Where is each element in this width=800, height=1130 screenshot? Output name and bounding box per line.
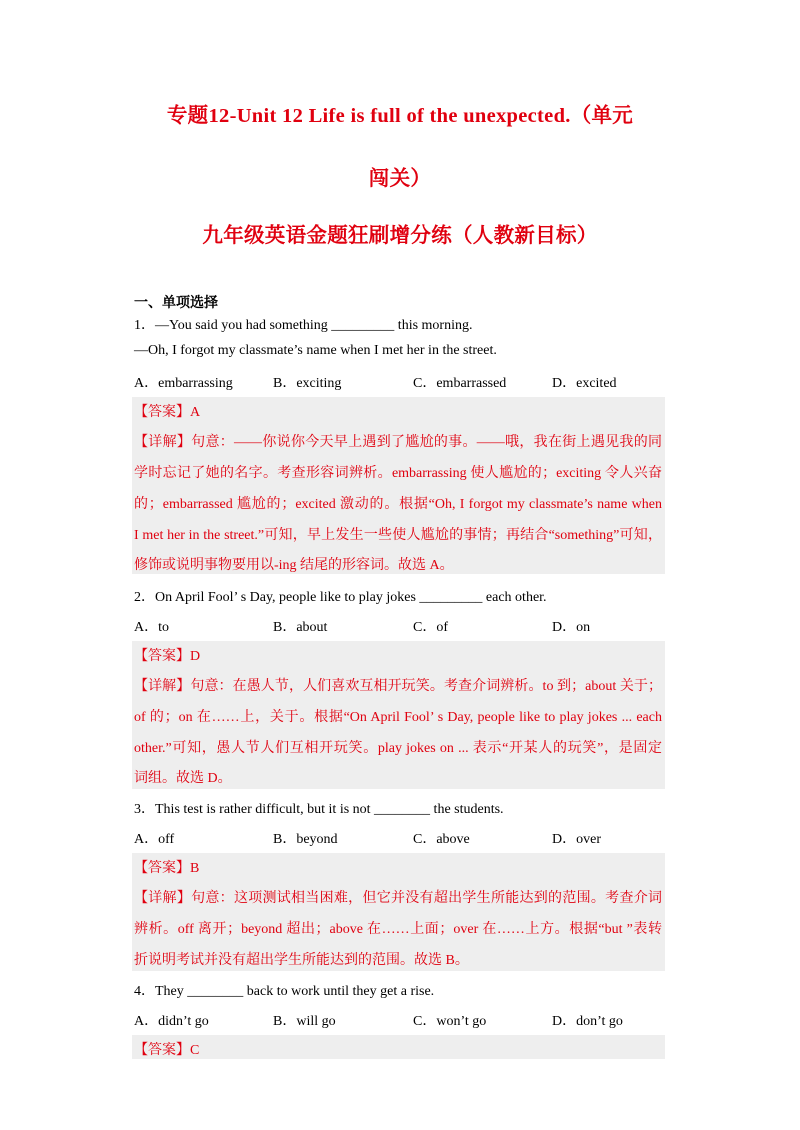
- answer-box: [132, 1035, 665, 1059]
- explanation-line: 【详解】句意：这项测试相当困难，但它并没有超出学生所能达到的范围。考查介词: [134, 891, 662, 906]
- answer-box: [132, 641, 665, 789]
- explanation-line: 词组。故选 D。: [134, 771, 232, 786]
- option-c: C．of: [413, 620, 448, 635]
- explanation-line: other.”可知，愚人节人们互相开玩笑。play jokes on ... 表示“开某人的玩笑”，是固定: [134, 741, 662, 756]
- explanation-line: 【详解】句意：——你说你今天早上遇到了尴尬的事。——哦，我在街上遇见我的同: [134, 435, 662, 450]
- answer-label: 【答案】C: [134, 1043, 200, 1058]
- explanation-line: 修饰或说明事物要用以-ing 结尾的形容词。故选 A。: [134, 558, 454, 573]
- answer-box: [132, 853, 665, 971]
- option-c: C．above: [413, 832, 470, 847]
- option-b: B．exciting: [273, 376, 342, 391]
- option-c: C．embarrassed: [413, 376, 507, 391]
- option-d: D．don’t go: [552, 1014, 623, 1029]
- subtitle: 九年级英语金题狂刷增分练（人教新目标）: [202, 225, 598, 247]
- option-d: D．on: [552, 620, 591, 635]
- option-a: A．off: [134, 832, 175, 847]
- answer-label: 【答案】D: [134, 649, 201, 664]
- question-text: 4．They ________ back to work until they get a rise.: [134, 984, 435, 999]
- explanation-line: 的；embarrassed 尴尬的；excited 激动的。根据“Oh, I forgot my classmate’s name when: [134, 497, 662, 512]
- answer-box: [132, 397, 665, 574]
- option-a: A．didn’t go: [134, 1014, 209, 1029]
- explanation-line: 学时忘记了她的名字。考查形容词辨析。embarrassing 使人尴尬的；exciting 令人兴奋: [134, 466, 662, 481]
- option-b: B．beyond: [273, 832, 338, 847]
- title-line-2: 闯关）: [368, 168, 432, 190]
- section-heading: 一、单项选择: [134, 295, 218, 311]
- option-c: C．won’t go: [413, 1014, 487, 1029]
- answer-label: 【答案】B: [134, 861, 200, 876]
- explanation-line: 【详解】句意：在愚人节，人们喜欢互相开玩笑。考查介词辨析。to 到；about 关于；: [134, 679, 662, 694]
- option-d: D．excited: [552, 376, 617, 391]
- option-d: D．over: [552, 832, 601, 847]
- explanation-line: 辨析。off 离开；beyond 超出；above 在……上面；over 在……上方。根据“but ”表转: [134, 922, 662, 937]
- question-text: 1．—You said you had something _________ this morning.: [134, 318, 473, 333]
- question-text: —Oh, I forgot my classmate’s name when I met her in the street.: [134, 343, 497, 358]
- explanation-line: of 的；on 在……上，关于。根据“On April Fool’ s Day, people like to play jokes ... each: [134, 710, 662, 725]
- option-a: A．to: [134, 620, 169, 635]
- explanation-line: 折说明考试并没有超出学生所能达到的范围。故选 B。: [134, 953, 469, 968]
- question-text: 3．This test is rather difficult, but it is not ________ the students.: [134, 802, 504, 817]
- answer-label: 【答案】A: [134, 405, 201, 420]
- option-b: B．will go: [273, 1014, 336, 1029]
- title-line-1: 专题12-Unit 12 Life is full of the unexpected.（单元: [166, 105, 634, 127]
- option-b: B．about: [273, 620, 328, 635]
- question-text: 2．On April Fool’ s Day, people like to play jokes _________ each other.: [134, 590, 547, 605]
- option-a: A．embarrassing: [134, 376, 233, 391]
- explanation-line: I met her in the street.”可知，早上发生一些使人尴尬的事情；再结合“something”可知，: [134, 528, 662, 543]
